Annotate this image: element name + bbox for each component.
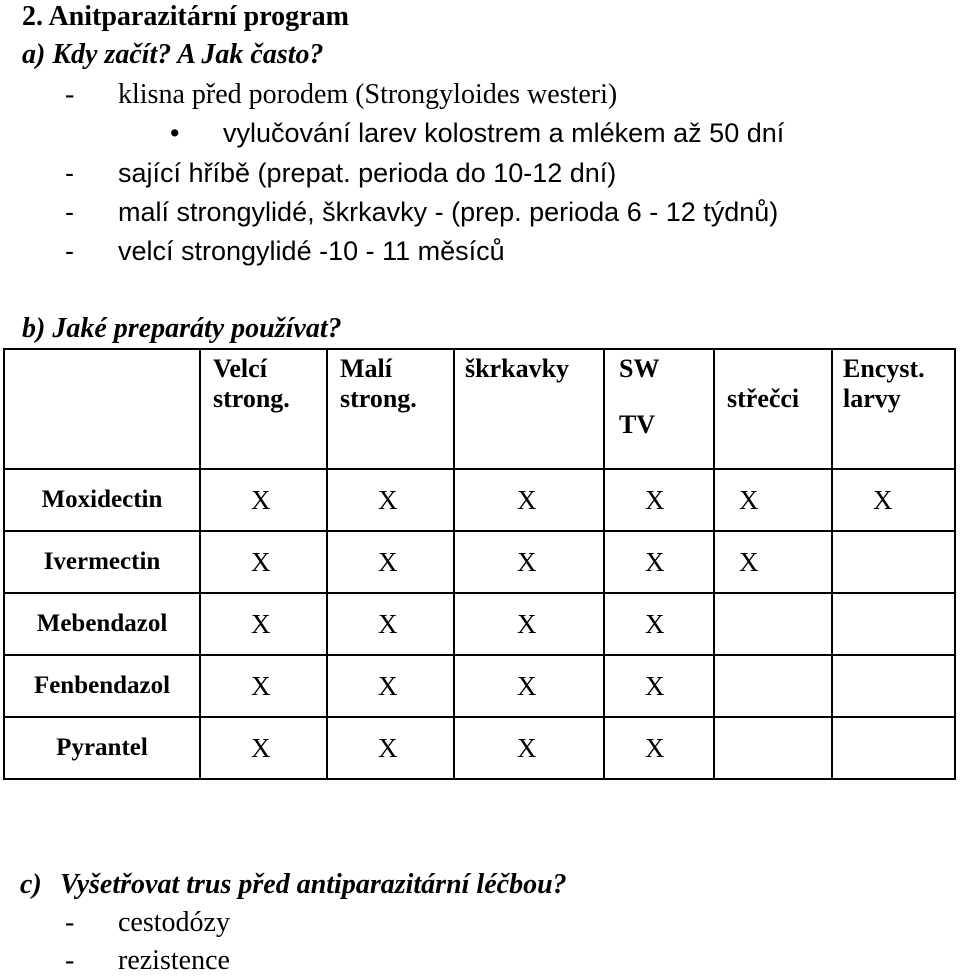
table-cell: X bbox=[200, 593, 327, 655]
table-cell: X bbox=[327, 593, 454, 655]
list-item bbox=[65, 158, 616, 188]
table-cell: X bbox=[714, 469, 832, 531]
table-cell bbox=[832, 593, 955, 655]
table-cell: X bbox=[454, 655, 604, 717]
table-cell: X bbox=[200, 717, 327, 779]
drug-table bbox=[3, 348, 956, 780]
header-encyst-larvy: Encyst. larvy bbox=[832, 349, 955, 469]
table-cell: X bbox=[200, 469, 327, 531]
dash-marker: - bbox=[65, 236, 74, 266]
drug-name: Ivermectin bbox=[4, 531, 200, 593]
list-item-text: klisna před porodem (Strongyloides westeri) bbox=[118, 79, 618, 110]
table-cell: X bbox=[604, 531, 714, 593]
table-cell bbox=[714, 717, 832, 779]
table-row bbox=[4, 655, 955, 717]
header-mali-strong: Malí strong. bbox=[327, 349, 454, 469]
list-item bbox=[65, 197, 778, 227]
table-cell: X bbox=[604, 469, 714, 531]
list-item-text: velcí strongylidé -10 - 11 měsíců bbox=[118, 236, 505, 266]
table-cell: X bbox=[604, 717, 714, 779]
header-skrkavky: škrkavky bbox=[454, 349, 604, 469]
list-item bbox=[65, 80, 617, 110]
table-cell: X bbox=[454, 593, 604, 655]
list-item bbox=[65, 236, 505, 266]
drug-name: Fenbendazol bbox=[4, 655, 200, 717]
dash-marker: - bbox=[65, 945, 75, 976]
list-item-text: sající hříbě (prepat. perioda do 10-12 dní) bbox=[118, 158, 617, 188]
table-cell: X bbox=[714, 531, 832, 593]
table-cell: X bbox=[832, 469, 955, 531]
table-cell bbox=[714, 655, 832, 717]
table-cell bbox=[832, 655, 955, 717]
header-strecci: střečci bbox=[714, 349, 832, 469]
table-cell bbox=[832, 531, 955, 593]
table-cell: X bbox=[200, 531, 327, 593]
section-title: 2. Anitparazitární program bbox=[22, 1, 349, 32]
header-corner-cell bbox=[4, 349, 200, 469]
drug-name: Moxidectin bbox=[4, 469, 200, 531]
list-item-text: rezistence bbox=[118, 945, 230, 976]
table-cell bbox=[714, 593, 832, 655]
table-cell: X bbox=[454, 469, 604, 531]
table-cell: X bbox=[604, 655, 714, 717]
table-cell: X bbox=[604, 593, 714, 655]
table-row bbox=[4, 531, 955, 593]
list-item-text: malí strongylidé, škrkavky - (prep. perioda 6 - 12 týdnů) bbox=[118, 197, 779, 227]
section-c-prefix: c) bbox=[20, 869, 42, 900]
table-cell: X bbox=[454, 531, 604, 593]
dash-marker: - bbox=[65, 907, 75, 938]
dash-marker: - bbox=[65, 197, 74, 227]
bullet-icon: • bbox=[170, 118, 180, 148]
section-c-heading bbox=[20, 870, 567, 900]
table-cell: X bbox=[327, 655, 454, 717]
dash-marker: - bbox=[65, 79, 75, 110]
table-row bbox=[4, 717, 955, 779]
list-item bbox=[65, 908, 230, 938]
dash-marker: - bbox=[65, 158, 74, 188]
list-item bbox=[65, 946, 230, 976]
table-row bbox=[4, 593, 955, 655]
drug-name: Mebendazol bbox=[4, 593, 200, 655]
table-cell bbox=[832, 717, 955, 779]
bullet-item-text: vylučování larev kolostrem a mlékem až 50 dní bbox=[223, 118, 785, 148]
drug-name: Pyrantel bbox=[4, 717, 200, 779]
table-cell: X bbox=[327, 531, 454, 593]
table-row bbox=[4, 469, 955, 531]
section-c-heading-text: Vyšetřovat trus před antiparazitární léčbou? bbox=[60, 869, 567, 900]
table-cell: X bbox=[327, 717, 454, 779]
table-header-row bbox=[4, 349, 955, 469]
header-sw-tv: SW TV bbox=[604, 349, 714, 469]
list-item-text: cestodózy bbox=[118, 907, 230, 938]
table-cell: X bbox=[327, 469, 454, 531]
header-velci-strong: Velcí strong. bbox=[200, 349, 327, 469]
bullet-item bbox=[170, 118, 784, 148]
section-b-heading: b) Jaké preparáty používat? bbox=[22, 313, 342, 344]
table-cell: X bbox=[200, 655, 327, 717]
section-a-heading: a) Kdy začít? A Jak často? bbox=[22, 39, 324, 70]
table-cell: X bbox=[454, 717, 604, 779]
